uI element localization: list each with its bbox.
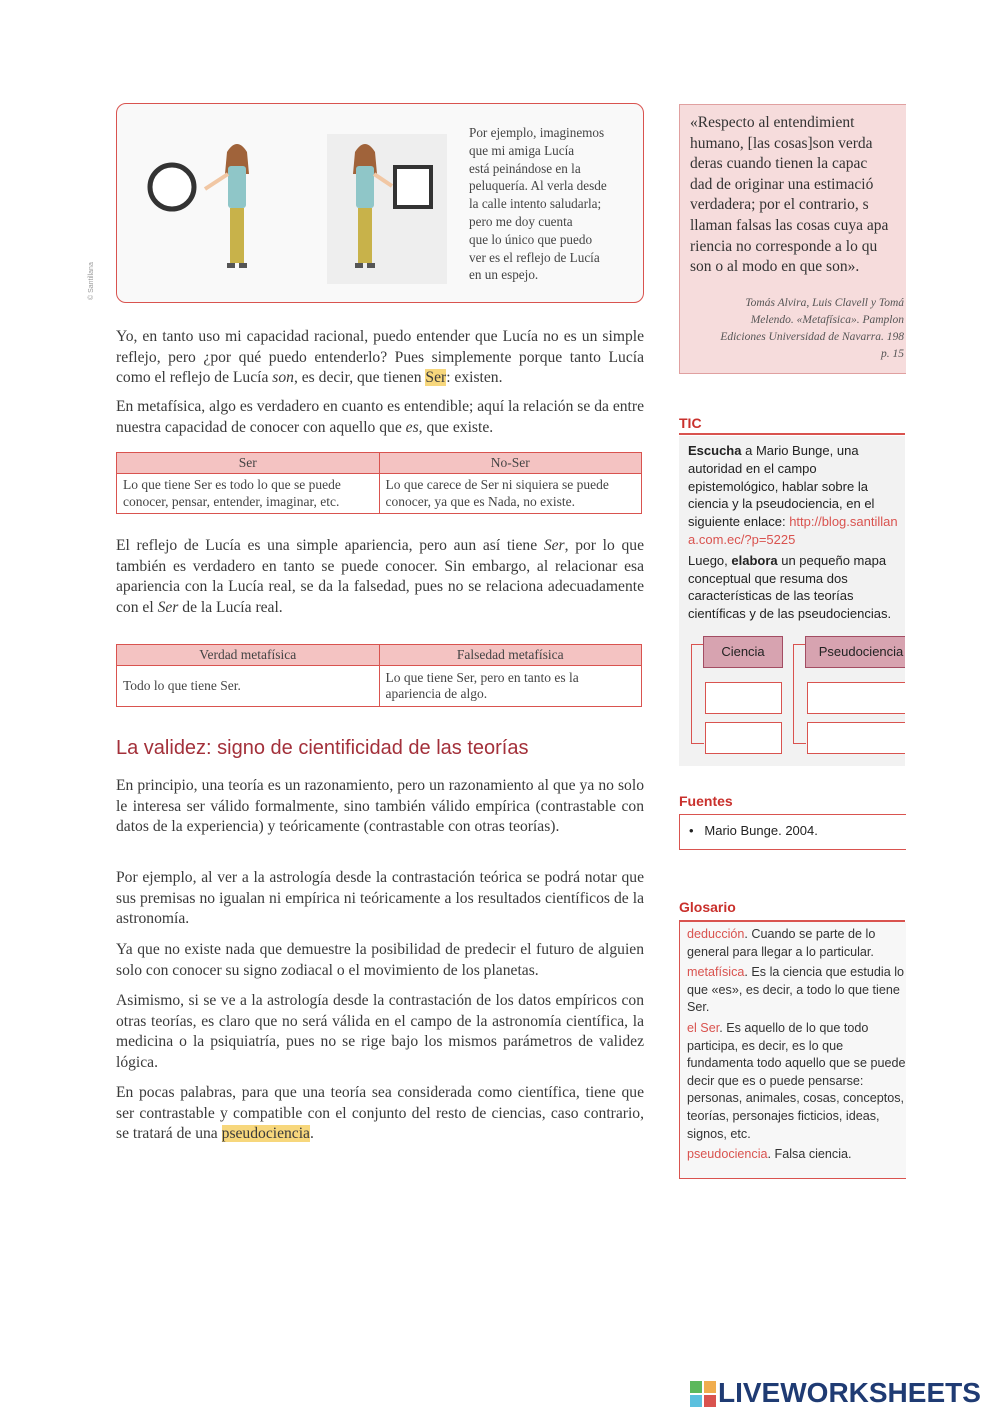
glosario-entries (687, 926, 906, 1164)
glosario-entry: el Ser. Es aquello de lo que todo participa, es decir, es lo que fundamenta todo aquello que se puede decir que es o puede pensarse: personas, animales, cosas, conceptos, teorías, personajes ficticios, ideas, signos, etc. (687, 1020, 906, 1141)
concept-blank-2[interactable] (705, 722, 782, 754)
concept-blank-1[interactable] (705, 682, 782, 714)
quote-box (679, 104, 906, 374)
paragraph-3: El reflejo de Lucía es una simple apariencia, pero aun así tiene Ser, por lo que también es verdadero en tanto se puede conocer. Sin embargo, al relacionar esa apariencia con la Lucía real, se da la falsedad, pues no se relaciona adecuadamente con el Ser de la Lucía real. (116, 537, 644, 616)
bunge-link[interactable]: http://blog.santillana.com.ec/?p=5225 (688, 514, 898, 547)
tic-text: Escucha a Mario Bunge, una autoridad en el campo epistemológico, hablar sobre la ciencia y la pseudociencia, en el siguiente enlace: http://blog.santillana.com.ec/?p=5225 Luego, elabora un pequeño mapa conceptual que resuma dos características de las teorías científicas y de las pseudociencias. (688, 443, 898, 622)
highlight-pseudociencia: pseudociencia (221, 1125, 310, 1142)
paragraph-5: Por ejemplo, al ver a la astrología desde la contrastación teórica se podrá notar que sus premisas no igualan ni empírica ni teóricamente a los resultados científicos de la astronomía. (116, 869, 644, 927)
illustration-caption: Por ejemplo, imaginemos que mi amiga Lucía está peinándose en la peluquería. Al verla desde la calle intento saludarla; pero me doy cuenta que lo único que puedo ver es el reflejo de Lucía en un espejo. (469, 125, 607, 283)
table-cell: Lo que tiene Ser es todo lo que se puede conocer, pensar, entender, imaginar, etc. (117, 474, 380, 514)
section-title: La validez: signo de cientificidad de las teorías (116, 737, 529, 759)
table-cell: Lo que tiene Ser, pero en tanto es la apariencia de algo. (379, 666, 642, 707)
paragraph-2: En metafísica, algo es verdadero en cuanto es entendible; aquí la relación se da entre nuestra capacidad de conocer con aquello que es, que existe. (116, 398, 644, 436)
glosario-box (679, 922, 906, 1179)
paragraph-1: Yo, en tanto uso mi capacidad racional, puedo entender que Lucía no es un simple reflejo, pero ¿por qué puedo entenderlo? Pues simplemente porque tanto Lucía como el reflejo de Lucía son, es decir, que tienen Ser: existen. (116, 328, 644, 386)
table-header: Falsedad metafísica (379, 645, 642, 666)
tic-box (679, 436, 905, 766)
girl-figure-1 (205, 144, 249, 268)
glosario-entry: pseudociencia. Falsa ciencia. (687, 1147, 852, 1162)
tic-divider (679, 433, 905, 435)
paragraph-8: En pocas palabras, para que una teoría sea considerada como científica, tiene que ser contrastable y compatible con el conjunto del resto de ciencias, caso contrario, se tratará de una pseudociencia. (116, 1084, 644, 1142)
quote-text: «Respecto al entendimient humano, [las cosas]son verda deras cuando tienen la capac dad de originar una estimació verdadera; por el contrario, s llaman falsas las cosas cuya apa riencia no corresponde a lo qu son o al modo en que son». (690, 114, 889, 276)
round-mirror-icon (150, 165, 194, 209)
glosario-title: Glosario (679, 899, 736, 915)
fuentes-box (679, 814, 906, 850)
quote-source: Tomás Alvira, Luis Clavell y Tomá Melendo. «Metafísica». Pamplon Ediciones Universidad de Navarra. 198 p. 15 (720, 297, 904, 360)
table-header: Ser (117, 453, 380, 474)
concept-ciencia: Ciencia (703, 636, 783, 668)
lucia-mirror-illustration (137, 134, 447, 299)
glosario-entry: deducción. Cuando se parte de lo general para llegar a lo particular. (687, 927, 876, 959)
liveworksheets-logo-text: LIVEWORKSHEETS (718, 1377, 981, 1408)
verdad-falsedad-table (116, 644, 642, 707)
fuentes-item: • Mario Bunge. 2004. (689, 823, 818, 838)
paragraph-7: Asimismo, si se ve a la astrología desde la contrastación de los datos empíricos con otras teorías, es claro que no será válida en el campo de la astronomía científica, la medicina o la psiquiatría, pues no se rige bajo los mismos parámetros de validez lógica. (116, 992, 644, 1071)
glosario-entry: metafísica. Es la ciencia que estudia lo que «es», es decir, a todo lo que tiene Ser. (687, 965, 905, 1015)
table-header: Verdad metafísica (117, 645, 380, 666)
paragraph-6: Ya que no existe nada que demuestre la posibilidad de predecir el futuro de alguien solo con conocer su signo zodiacal o el movimiento de los planetas. (116, 941, 644, 979)
table-cell: Todo lo que tiene Ser. (117, 666, 380, 707)
paragraph-4: En principio, una teoría es un razonamiento, pero un razonamiento al que ya no solo le interesa ser válido formalmente, sino también válido empírica (contrastable con datos de la experiencia) y teóricamente (contrastable con otras teorías). (116, 777, 644, 835)
tic-title: TIC (679, 415, 702, 431)
illustration-box (116, 103, 644, 303)
table-header: No-Ser (379, 453, 642, 474)
square-mirror-icon (395, 167, 431, 207)
ser-noser-table (116, 452, 642, 514)
fuentes-title: Fuentes (679, 793, 733, 809)
concept-blank-3[interactable] (807, 682, 905, 714)
highlight-ser: Ser (425, 369, 447, 386)
image-credit: © Santillana (88, 262, 95, 300)
concept-pseudociencia: Pseudociencia (805, 636, 905, 668)
table-cell: Lo que carece de Ser ni siquiera se puede conocer, ya que es Nada, no existe. (379, 474, 642, 514)
concept-blank-4[interactable] (807, 722, 905, 754)
liveworksheets-logo-icon (690, 1381, 716, 1407)
